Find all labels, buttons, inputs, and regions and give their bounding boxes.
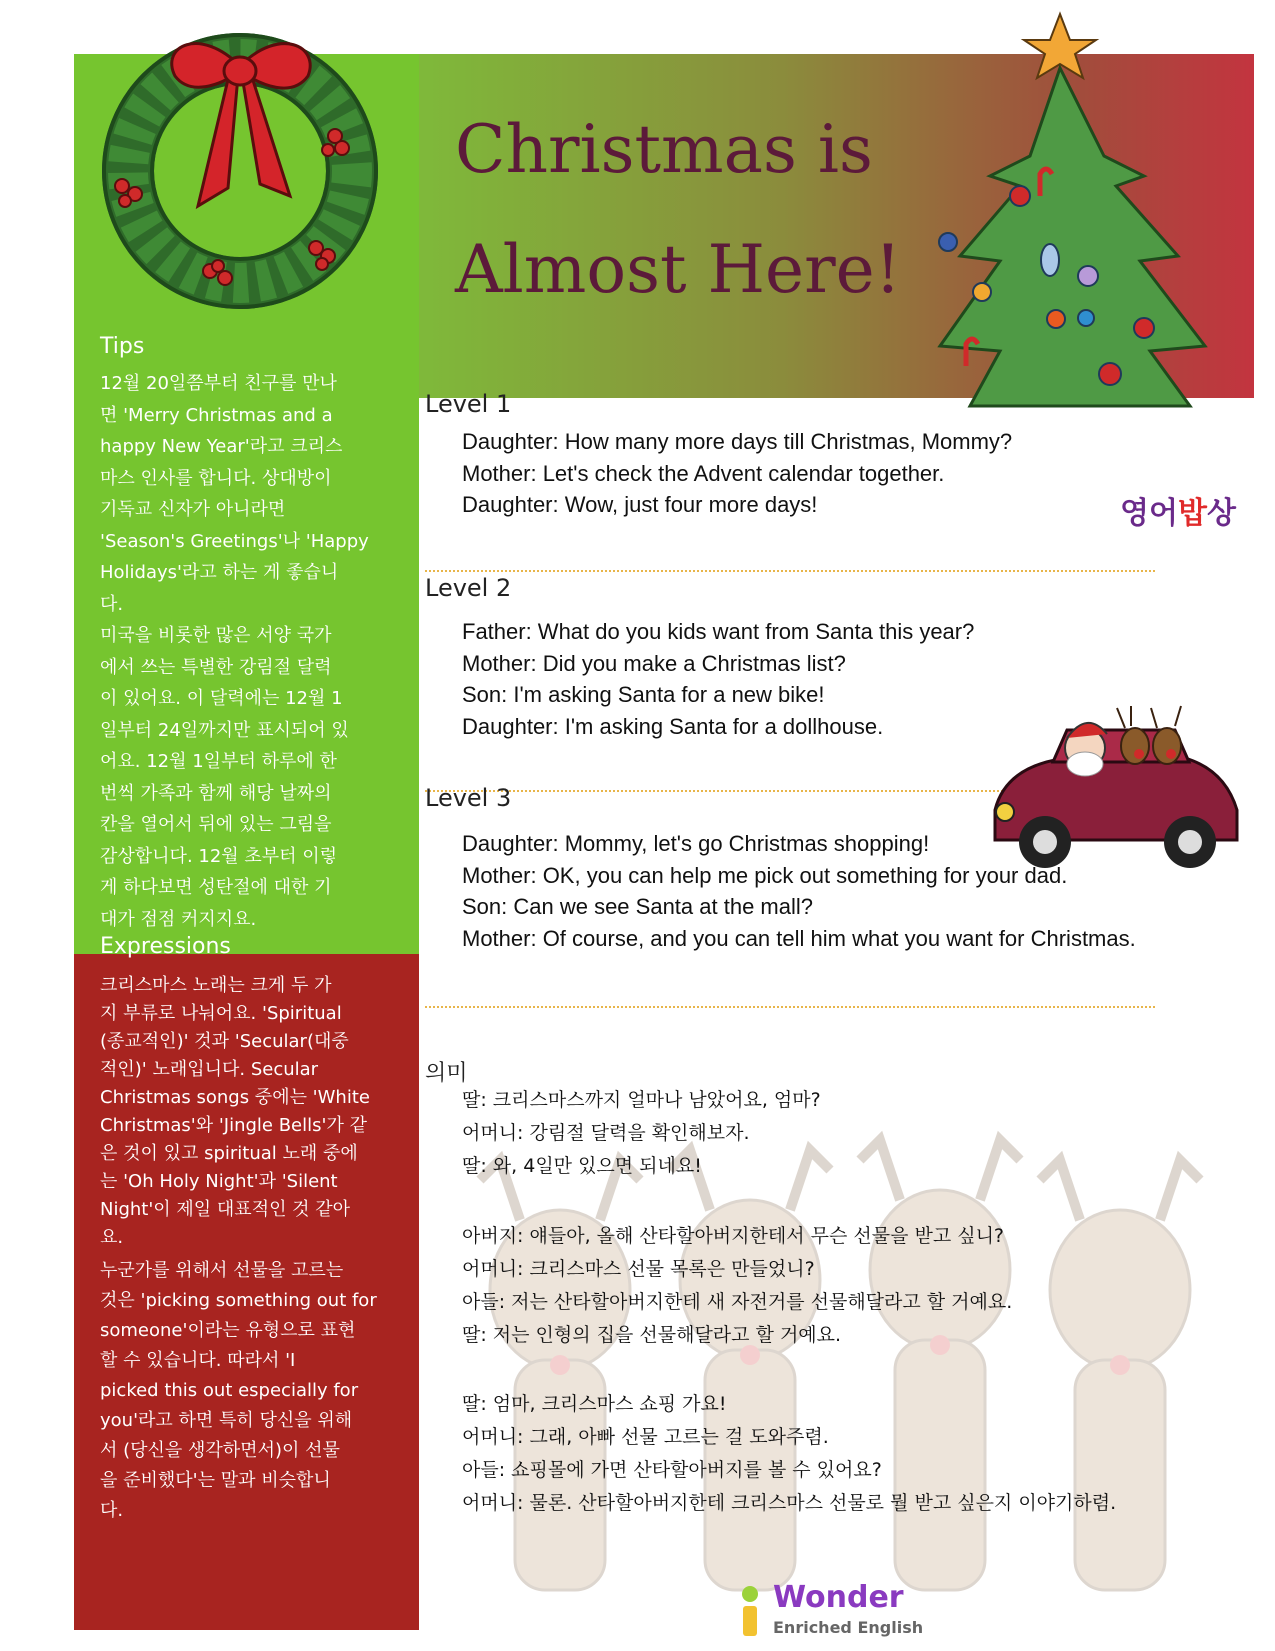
expressions-line: (종교적인)' 것과 'Secular(대중	[100, 1031, 349, 1052]
expressions-line: Christmas songs 중에는 'White	[100, 1087, 370, 1108]
meaning-line: 아들: 쇼핑몰에 가면 산타할아버지를 볼 수 있어요?	[462, 1459, 882, 1481]
meaning-heading: 의미	[425, 1061, 468, 1086]
meaning-line: 딸: 저는 인형의 집을 선물해달라고 할 거예요.	[462, 1324, 842, 1346]
meaning-line: 어머니: 그래, 아빠 선물 고르는 걸 도와주렴.	[462, 1426, 829, 1448]
expressions-line: Night'이 제일 대표적인 것 같아	[100, 1199, 351, 1220]
level-2-heading: Level 2	[425, 574, 512, 602]
meaning-line: 딸: 와, 4일만 있으면 되네요!	[462, 1155, 702, 1177]
dialog-line: Son: Can we see Santa at the mall?	[462, 894, 813, 919]
tips-line: 마스 인사를 합니다. 상대방이	[100, 467, 332, 489]
meaning-group-3	[462, 1388, 1116, 1520]
expressions-line: you'라고 하면 특히 당신을 위해	[100, 1410, 353, 1431]
expressions-line: 적인)' 노래입니다. Secular	[100, 1059, 319, 1080]
dialog-line: Daughter: Mommy, let's go Christmas shopping!	[462, 831, 930, 856]
expressions-line: 을 준비했다'는 말과 비슷합니	[100, 1470, 331, 1491]
expressions-line: 크리스마스 노래는 크게 두 가	[100, 975, 332, 996]
tips-line: 번씩 가족과 함께 해당 날짜의	[100, 782, 332, 804]
expressions-line: 누군가를 위해서 선물을 고르는	[100, 1260, 344, 1281]
meaning-line: 딸: 크리스마스까지 얼마나 남았어요, 엄마?	[462, 1089, 821, 1111]
divider	[425, 1006, 1155, 1008]
level-2-dialog	[462, 616, 974, 742]
title-line-1: Christmas is	[455, 111, 873, 188]
meaning-line: 어머니: 물론. 산타할아버지한테 크리스마스 선물로 뭘 받고 싶은지 이야기하렴.	[462, 1492, 1117, 1514]
tips-line: 12월 20일쯤부터 친구를 만나	[100, 373, 337, 394]
tips-heading: Tips	[100, 334, 145, 359]
expressions-text	[100, 972, 400, 1252]
tips-line: 감상합니다. 12월 초부터 이렇	[100, 845, 338, 867]
tips-line: happy New Year'라고 크리스	[100, 436, 343, 457]
tips-line: 일부터 24일까지만 표시되어 있	[100, 719, 349, 741]
title-line-2: Almost Here!	[455, 231, 902, 308]
tips-line: 면 'Merry Christmas and a	[100, 404, 333, 426]
dialog-line: Daughter: I'm asking Santa for a dollhouse.	[462, 713, 884, 739]
expressions-heading: Expressions	[100, 934, 231, 959]
tips-line: 다.	[100, 593, 124, 615]
brand-logo	[735, 1580, 935, 1640]
level-3-heading: Level 3	[425, 784, 512, 812]
expressions-line: 지 부류로 나눠어요. 'Spiritual	[100, 1003, 342, 1024]
tips-line: 칸을 열어서 뒤에 있는 그림을	[100, 814, 332, 835]
meaning-line: 딸: 엄마, 크리스마스 쇼핑 가요!	[462, 1393, 727, 1415]
expressions-line: 은 것이 있고 spiritual 노래 중에	[100, 1143, 358, 1164]
tips-line: 게 하다보면 성탄절에 대한 기	[100, 877, 332, 898]
level-1-dialog	[462, 426, 1012, 521]
meaning-line: 어머니: 강림절 달력을 확인해보자.	[462, 1122, 750, 1144]
tips-line: 대가 점점 커지지요.	[100, 908, 257, 930]
meaning-line: 어머니: 크리스마스 선물 목록은 만들었니?	[462, 1258, 815, 1280]
meaning-line: 아들: 저는 산타할아버지한테 새 자전거를 선물해달라고 할 거예요.	[462, 1291, 1013, 1313]
tips-line: Holidays'라고 하는 게 좋습니	[100, 562, 339, 583]
expressions-line: someone'이라는 유형으로 표현	[100, 1320, 356, 1341]
christmas-tree-icon	[920, 6, 1220, 426]
expressions-line: picked this out especially for	[100, 1380, 359, 1401]
dialog-line: Father: What do you kids want from Santa this year?	[462, 619, 975, 644]
expressions-line: 는 'Oh Holy Night'과 'Silent	[100, 1171, 338, 1192]
dialog-line: Daughter: How many more days till Christmas, Mommy?	[462, 429, 1013, 454]
page-title	[455, 90, 975, 330]
tips-line: 기독교 신자가 아니라면	[100, 499, 286, 520]
dialog-line: Daughter: Wow, just four more days!	[462, 492, 818, 517]
dialog-line: Mother: Let's check the Advent calendar together.	[462, 460, 945, 486]
tips-text	[100, 368, 400, 935]
expressions-line: 다.	[100, 1500, 124, 1521]
expressions-text-2	[100, 1256, 400, 1526]
tips-line: 미국을 비롯한 많은 서양 국가	[100, 625, 332, 646]
divider	[425, 570, 1155, 572]
tips-line: 어요. 12월 1일부터 하루에 한	[100, 751, 337, 772]
expressions-line: 할 수 있습니다. 따라서 'I	[100, 1350, 296, 1371]
lightbulb-icon	[735, 1584, 765, 1638]
meaning-group-2	[462, 1220, 1012, 1352]
expressions-line: 것은 'picking something out for	[100, 1290, 377, 1311]
meaning-group-1	[462, 1084, 821, 1183]
tips-line: 이 있어요. 이 달력에는 12월 1	[100, 688, 343, 709]
dialog-line: Mother: Of course, and you can tell him what you want for Christmas.	[462, 925, 1136, 951]
level-1-heading: Level 1	[425, 390, 512, 418]
dialog-line: Son: I'm asking Santa for a new bike!	[462, 682, 825, 707]
dialog-line: Mother: Did you make a Christmas list?	[462, 650, 846, 676]
expressions-line: Christmas'와 'Jingle Bells'가 같	[100, 1115, 367, 1136]
meaning-line: 아버지: 얘들아, 올해 산타할아버지한테서 무슨 선물을 받고 싶니?	[462, 1225, 1005, 1247]
brand-subtitle: Enriched English	[773, 1618, 924, 1637]
tips-line: 에서 쓰는 특별한 강림절 달력	[100, 656, 332, 678]
tips-line: 'Season's Greetings'나 'Happy	[100, 530, 369, 552]
expressions-line: 서 (당신을 생각하면서)이 선물	[100, 1440, 340, 1461]
dialog-line: Mother: OK, you can help me pick out something for your dad.	[462, 862, 1068, 888]
reindeer-icon	[420, 1130, 1220, 1600]
brand-word: Wonder	[773, 1580, 904, 1615]
level-3-dialog	[462, 828, 1136, 954]
expressions-line: 요.	[100, 1227, 124, 1248]
brand-logo-korean: 영어밥상	[1120, 496, 1236, 531]
wreath-icon	[80, 16, 400, 316]
